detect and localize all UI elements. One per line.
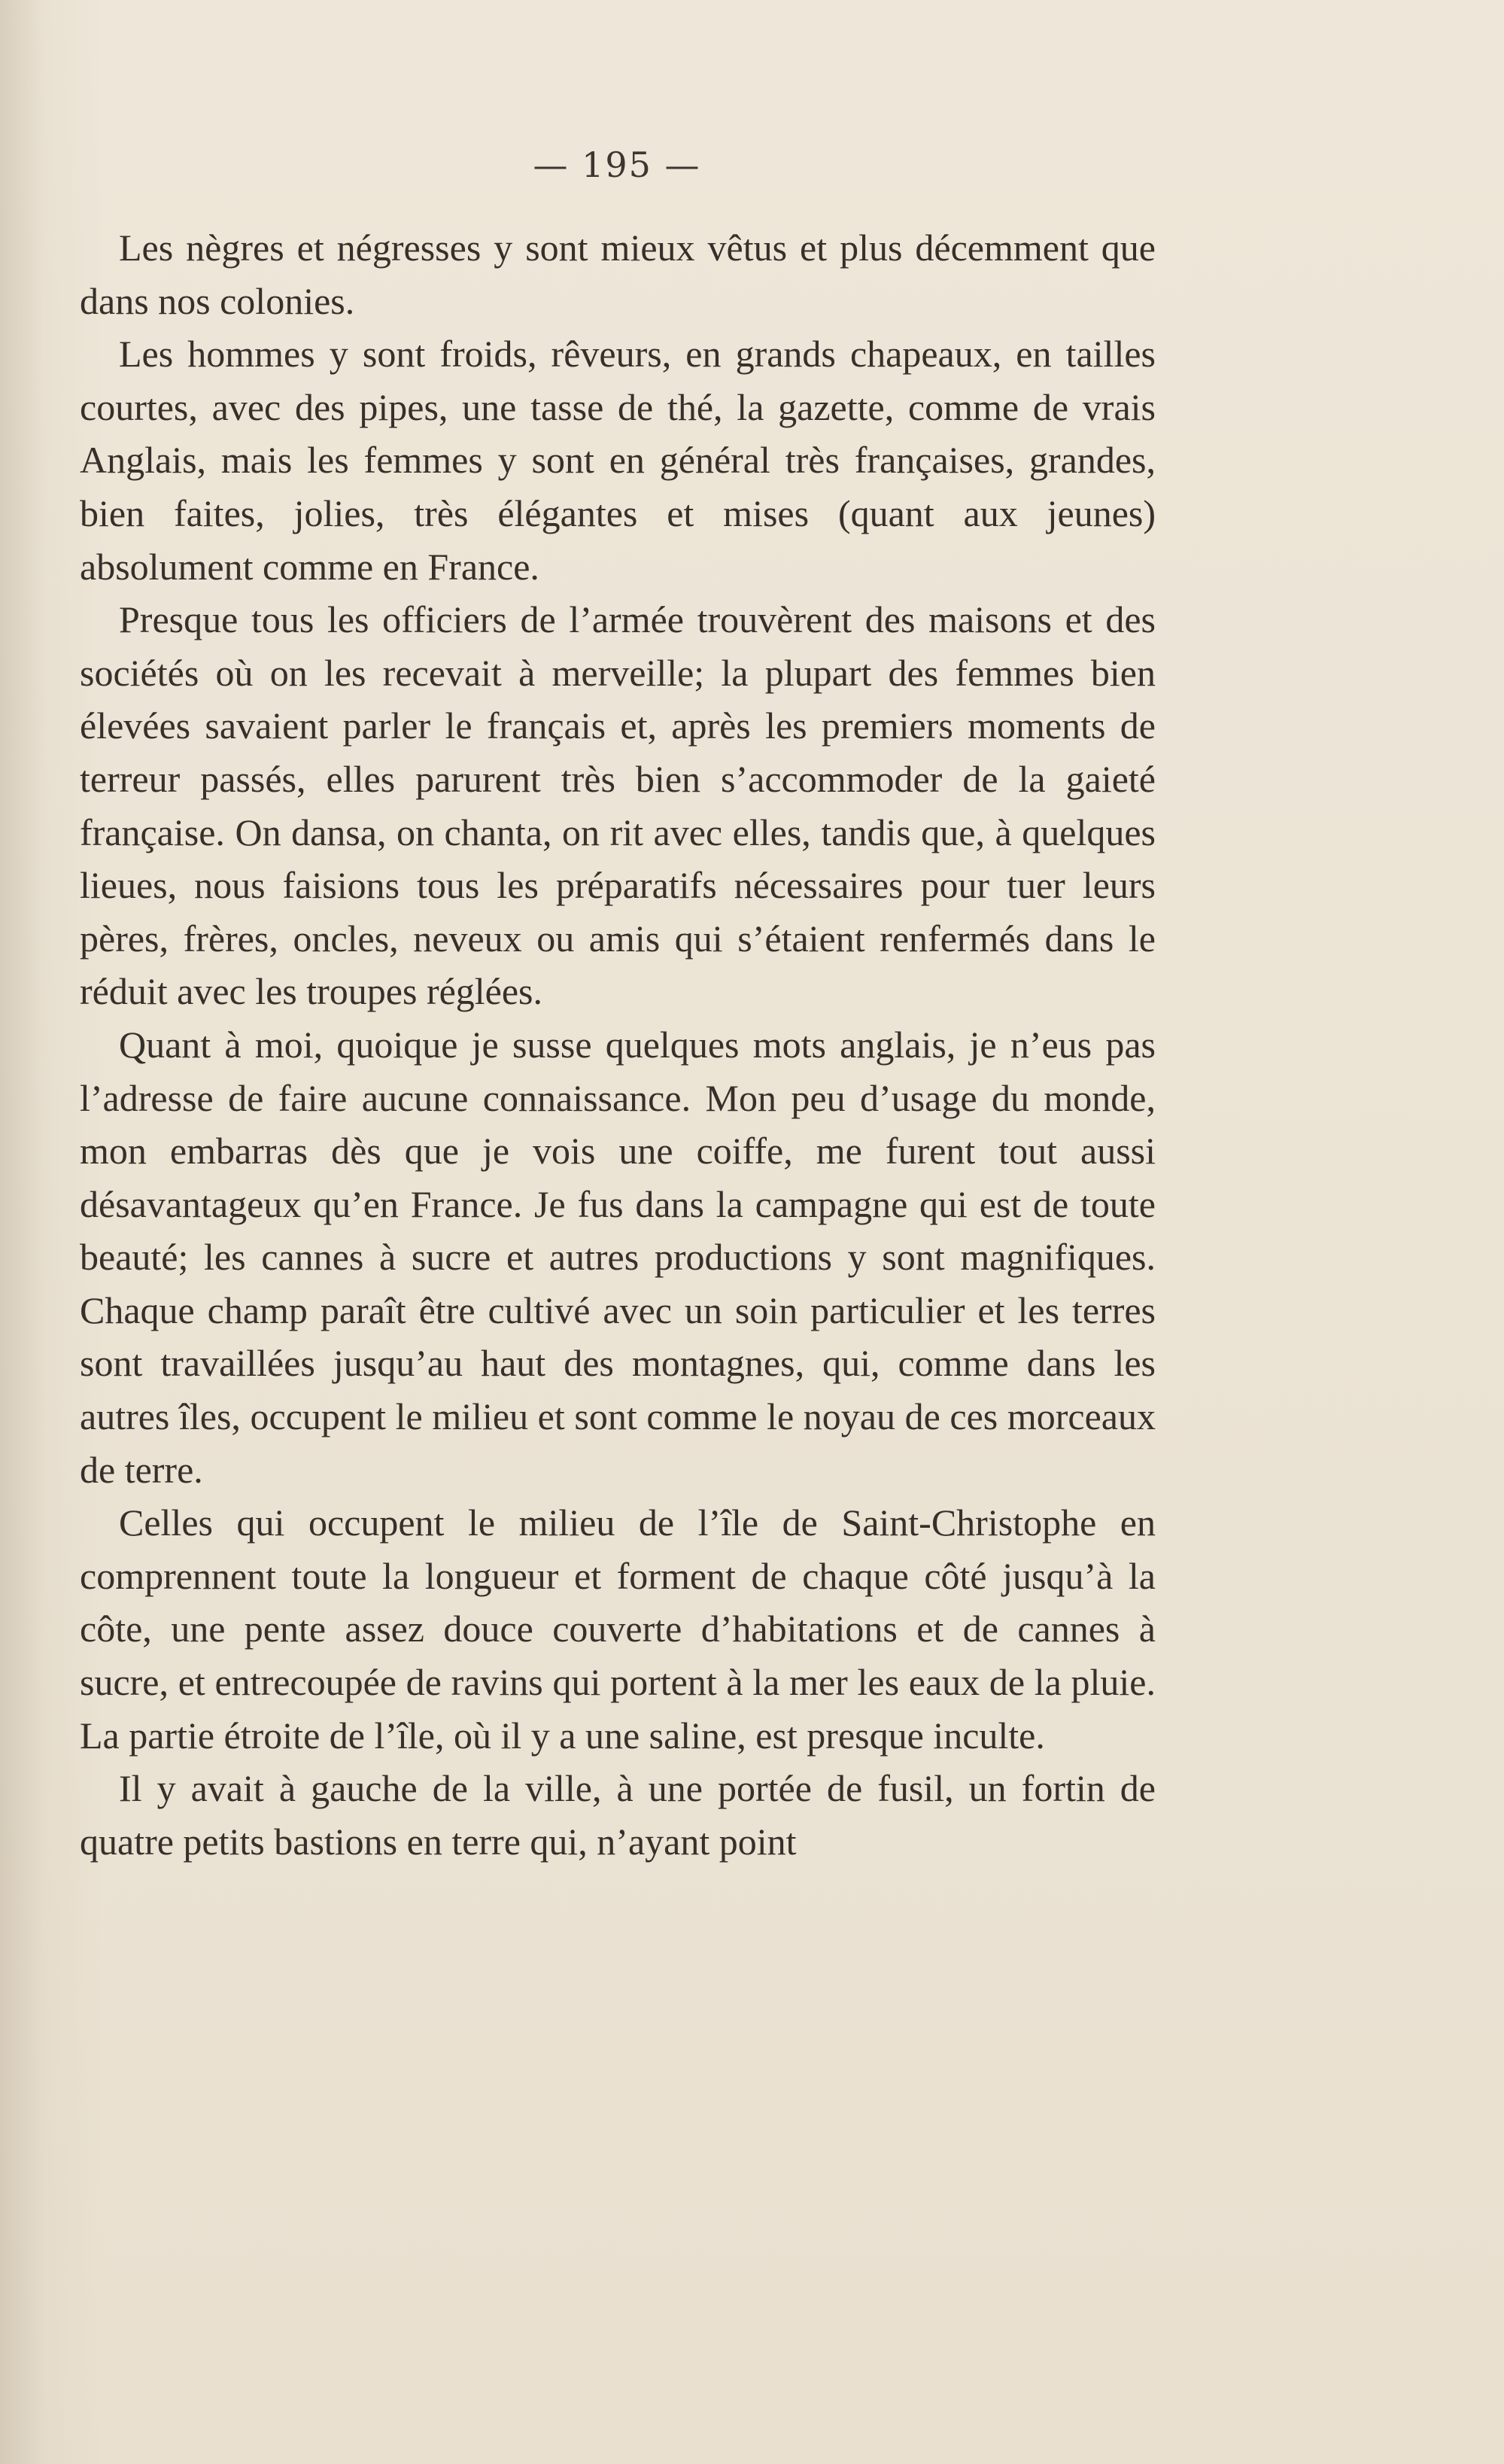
page-number: — 195 — [533, 144, 701, 185]
paragraph: Il y avait à gauche de la ville, à une portée de fusil, un fortin de quatre petits bastions en terre qui, n’ayant point [80, 1767, 1156, 1863]
paragraph: Quant à moi, quoique je susse quelques mots anglais, je n’eus pas l’adresse de faire aucune connaissance. Mon peu d’usage du monde, mon embarras dès que je vois une coiffe, me furent tout aussi désavantageux qu’en France. Je fus dans la campagne qui est de toute beauté; les cannes à sucre et autres productions y sont magnifiques. Chaque champ paraît être cultivé avec un soin particulier et les terres sont travaillées jusqu’au haut des montagnes, qui, comme dans les autres îles, occupent le milieu et sont comme le noyau de ces morceaux de terre. [80, 1023, 1156, 1491]
body-text [80, 221, 1156, 1868]
paragraph: Celles qui occupent le milieu de l’île de Saint-Christophe en comprennent toute la longueur et forment de chaque côté jusqu’à la côte, une pente assez douce couverte d’habitations et de cannes à sucre, et entrecoupée de ravins qui portent à la mer les eaux de la pluie. La partie étroite de l’île, où il y a une saline, est presque inculte. [80, 1501, 1156, 1757]
paragraph: Presque tous les officiers de l’armée trouvèrent des maisons et des sociétés où on les recevait à merveille; la plupart des femmes bien élevées savaient parler le français et, après les premiers moments de terreur passés, elles parurent très bien s’accommoder de la gaieté française. On dansa, on chanta, on rit avec elles, tandis que, à quelques lieues, nous faisions tous les préparatifs nécessaires pour tuer leurs pères, frères, oncles, neveux ou amis qui s’étaient renfermés dans le réduit avec les troupes réglées. [80, 598, 1156, 1013]
paragraph: Les hommes y sont froids, rêveurs, en grands chapeaux, en tailles courtes, avec des pipes, une tasse de thé, la gazette, comme de vrais Anglais, mais les femmes y sont en général très françaises, grandes, bien faites, jolies, très élégantes et mises (quant aux jeunes) absolument comme en France. [80, 333, 1156, 588]
paragraph: Les nègres et négresses y sont mieux vêtus et plus décemment que dans nos colonies. [80, 227, 1156, 322]
